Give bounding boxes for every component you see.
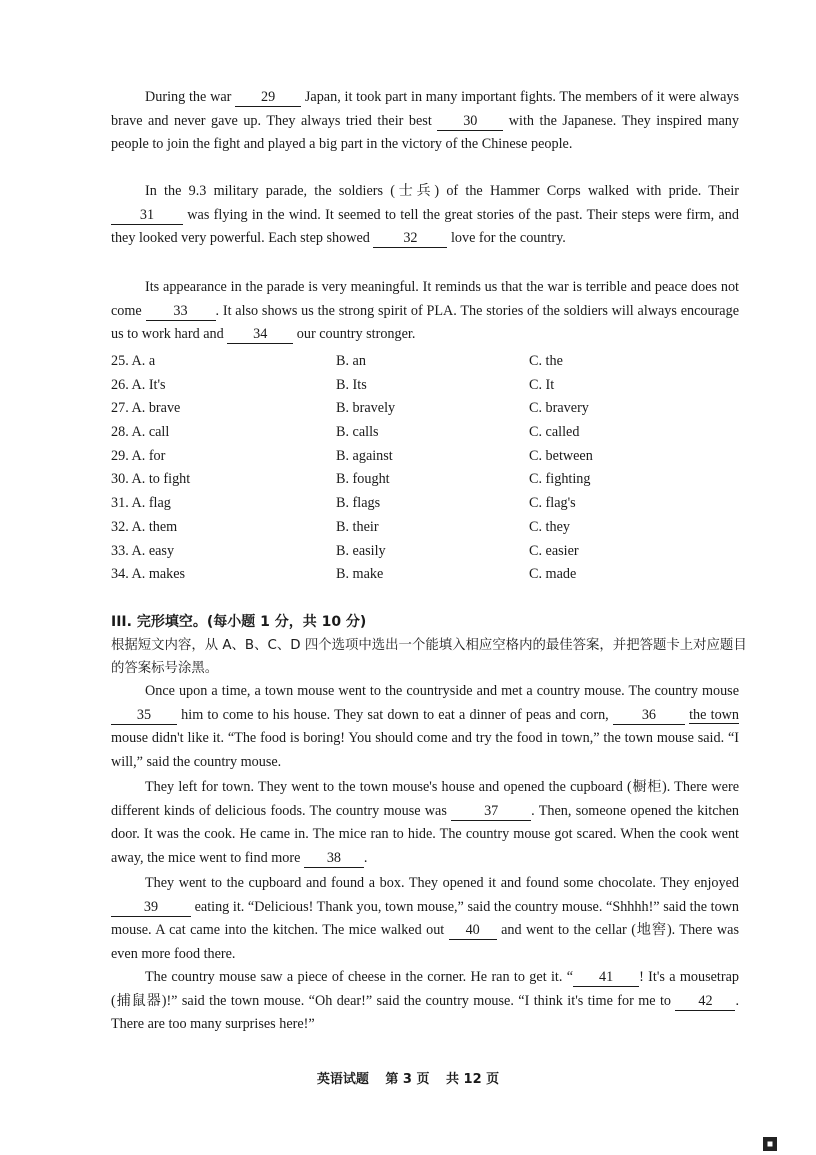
qr-code-icon (763, 1137, 777, 1151)
option-c[interactable]: C. the (529, 353, 563, 369)
option-b[interactable]: B. Its (336, 376, 367, 393)
option-b[interactable]: B. their (336, 518, 379, 535)
option-c[interactable]: C. made (529, 566, 577, 583)
option-b[interactable]: B. bravely (336, 400, 396, 417)
option-c[interactable]: C. between (529, 447, 593, 464)
blank-37[interactable]: 37 (451, 803, 531, 821)
passage2-paragraph-2 (111, 776, 739, 870)
option-b[interactable]: B. fought (336, 471, 390, 488)
text: They left for town. They went to the town mouse's house and opened the cupboard (橱柜). There were different kinds of delicious foods. The country mouse was (111, 779, 739, 819)
option-b[interactable]: B. calls (336, 424, 379, 441)
passage2-paragraph-3 (111, 872, 739, 966)
passage2-paragraph-4 (111, 966, 739, 1037)
footer-total: 共 12 页 (446, 1072, 500, 1087)
page-footer (0, 1068, 816, 1087)
text: . It also shows us the strong spirit of PLA. The stories of the soldiers will always encourage us to work hard and (111, 302, 739, 342)
option-row-27 (111, 397, 731, 421)
blank-30[interactable]: 30 (437, 113, 503, 131)
option-row-25 (111, 350, 731, 374)
option-row-30 (111, 468, 731, 492)
text: him to come to his house. They sat down to eat a dinner of peas and corn, (177, 706, 613, 723)
option-c[interactable]: C. flag's (529, 495, 576, 512)
option-a[interactable]: 33. A. easy (111, 542, 175, 559)
option-row-31 (111, 492, 731, 516)
blank-34[interactable]: 34 (227, 326, 293, 344)
text: Japan, it took part in many important fights. The members of it were always brave and never gave up. They always tried their best (111, 89, 739, 129)
text: with the Japanese. They inspired many people to join the fight and played a big part in the victory of the Chinese people. (111, 112, 739, 152)
passage1-paragraph-2 (111, 180, 739, 251)
option-a[interactable]: 25. A. a (111, 353, 156, 369)
option-a[interactable]: 26. A. It's (111, 376, 166, 393)
blank-29[interactable]: 29 (235, 89, 301, 107)
option-a[interactable]: 27. A. brave (111, 400, 181, 417)
option-row-29 (111, 445, 731, 469)
option-b[interactable]: B. easily (336, 542, 386, 559)
option-b[interactable]: B. against (336, 447, 393, 464)
option-b[interactable]: B. make (336, 566, 384, 583)
underlined-text: the town (689, 706, 739, 723)
option-b[interactable]: B. flags (336, 495, 381, 512)
text: eating it. “Delicious! Thank you, town mouse,” said the country mouse. “Shhhh!” said the town mouse. A cat came into the kitchen. The mice walked out (111, 898, 739, 938)
blank-33[interactable]: 33 (146, 303, 216, 321)
option-a[interactable]: 28. A. call (111, 424, 170, 441)
text: . There are too many surprises here!” (111, 992, 739, 1032)
option-a[interactable]: 31. A. flag (111, 495, 171, 512)
option-row-26 (111, 374, 731, 398)
blank-42[interactable]: 42 (675, 993, 735, 1011)
option-a[interactable]: 30. A. to fight (111, 471, 191, 488)
text: The country mouse saw a piece of cheese in the corner. He ran to get it. “ (145, 969, 574, 985)
option-c[interactable]: C. they (529, 518, 570, 535)
text: our country stronger. (293, 326, 416, 342)
option-b[interactable]: B. an (336, 353, 366, 369)
option-c[interactable]: C. It (529, 376, 555, 393)
blank-41[interactable]: 41 (573, 969, 639, 987)
option-a[interactable]: 34. A. makes (111, 566, 186, 583)
footer-page: 第 3 页 (385, 1072, 430, 1087)
blank-32[interactable]: 32 (373, 230, 447, 248)
blank-38[interactable]: 38 (304, 850, 364, 868)
text: mouse didn't like it. “The food is boring! You should come and try the food in town,” the town mouse said. “I will,” said the country mouse. (111, 730, 739, 770)
text: love for the country. (447, 230, 566, 246)
footer-subject: 英语试题 (316, 1072, 369, 1087)
option-a[interactable]: 32. A. them (111, 518, 178, 535)
section-instruction: 根据短文内容，从 A、B、C、D 四个选项中选出一个能填入相应空格内的最佳答案，并把答题卡上对应题目的答案标号涂黑。 (111, 638, 747, 676)
option-c[interactable]: C. called (529, 424, 580, 441)
blank-40[interactable]: 40 (449, 922, 497, 940)
passage2-paragraph-1 (111, 680, 739, 774)
text: During the war (145, 89, 236, 105)
options-list (111, 350, 731, 587)
section-title: III. 完形填空。(每小题 1 分，共 10 分) (111, 614, 367, 630)
text: ! It's a mousetrap (捕鼠器)!” said the town mouse. “Oh dear!” said the country mouse. “I think it's time for me to (111, 969, 739, 1009)
text: . Then, someone opened the kitchen door. It was the cook. He came in. The mice ran to hide. The country mouse got scared. When the cook went away, the mice went to find more (111, 802, 740, 866)
text: Once upon a time, a town mouse went to the countryside and met a country mouse. The country mouse (145, 683, 739, 699)
text: Its appearance in the parade is very meaningful. It reminds us that the war is terrible and peace does not come (111, 279, 739, 319)
blank-39[interactable]: 39 (111, 899, 191, 917)
option-row-34 (111, 563, 731, 587)
text: In the 9.3 military parade, the soldiers (士兵) of the Hammer Corps walked with pride. Their (145, 183, 739, 199)
text: They went to the cupboard and found a box. They opened it and found some chocolate. They enjoyed (145, 875, 739, 891)
option-a[interactable]: 29. A. for (111, 447, 166, 464)
passage1-paragraph-1 (111, 86, 739, 157)
passage1-paragraph-3 (111, 276, 739, 347)
blank-35[interactable]: 35 (111, 707, 177, 725)
blank-31[interactable]: 31 (111, 207, 183, 225)
text: was flying in the wind. It seemed to tell the great stories of the past. Their steps were firm, and they looked very powerful. Each step showed (111, 206, 739, 246)
option-row-32 (111, 516, 731, 540)
option-c[interactable]: C. easier (529, 542, 579, 559)
blank-36[interactable]: 36 (613, 707, 685, 725)
option-c[interactable]: C. bravery (529, 400, 589, 417)
text: . (363, 849, 368, 866)
option-row-33 (111, 540, 731, 564)
option-c[interactable]: C. fighting (529, 471, 591, 488)
option-row-28 (111, 421, 731, 445)
text: and went to the cellar (地窖). There was even more food there. (111, 922, 739, 962)
